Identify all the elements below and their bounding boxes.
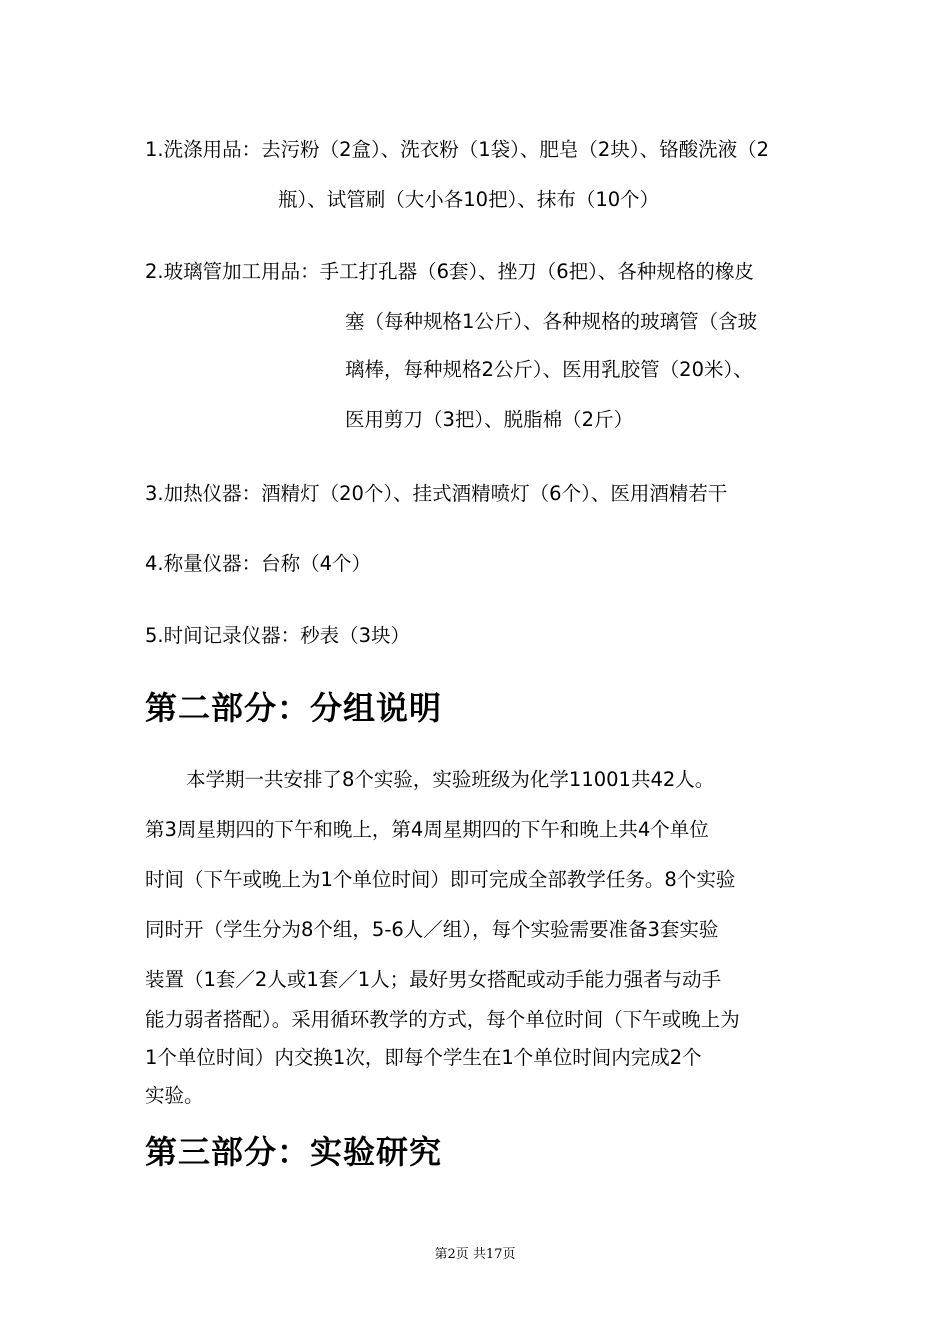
paragraph-line-3: 时间（下午或晚上为1个单位时间）即可完成全部教学任务。8个实验 [145, 868, 736, 891]
paragraph-line-1: 本学期一共安排了8个实验，实验班级为化学11001共42人。 [186, 768, 715, 791]
paragraph-line-8: 实验。 [145, 1084, 204, 1107]
equipment-item-2-line-2: 塞（每种规格1公斤）、各种规格的玻璃管（含玻 [345, 310, 758, 333]
paragraph-line-5: 装置（1套／2人或1套／1人；最好男女搭配或动手能力强者与动手 [145, 968, 722, 991]
section-3-heading: 第三部分：实验研究 [145, 1133, 443, 1171]
equipment-item-5: 5.时间记录仪器：秒表（3块） [145, 624, 411, 647]
paragraph-line-4: 同时开（学生分为8个组，5-6人／组），每个实验需要准备3套实验 [145, 918, 719, 941]
equipment-item-2-line-3: 璃棒，每种规格2公斤）、医用乳胶管（20米）、 [345, 358, 753, 381]
paragraph-line-6: 能力弱者搭配）。采用循环教学的方式，每个单位时间（下午或晚上为 [145, 1008, 740, 1031]
section-2-heading: 第二部分：分组说明 [145, 689, 443, 727]
equipment-item-2-line-4: 医用剪刀（3把）、脱脂棉（2斤） [345, 408, 634, 431]
equipment-item-4: 4.称量仪器：台称（4个） [145, 552, 372, 575]
paragraph-line-2: 第3周星期四的下午和晚上，第4周星期四的下午和晚上共4个单位 [145, 818, 709, 841]
equipment-item-1-line-1: 1.洗涤用品：去污粉（2盒）、洗衣粉（1袋）、肥皂（2块）、铬酸洗液（2 [145, 138, 769, 161]
equipment-item-1-line-2: 瓶）、试管刷（大小各10把）、抹布（10个） [278, 188, 660, 211]
equipment-item-2-line-1: 2.玻璃管加工用品：手工打孔器（6套）、挫刀（6把）、各种规格的橡皮 [145, 260, 754, 283]
paragraph-line-7: 1个单位时间）内交换1次，即每个学生在1个单位时间内完成2个 [145, 1046, 702, 1069]
page-number-footer: 第2页 共17页 [434, 1247, 516, 1262]
equipment-item-3: 3.加热仪器：酒精灯（20个）、挂式酒精喷灯（6个）、医用酒精若干 [145, 482, 728, 505]
